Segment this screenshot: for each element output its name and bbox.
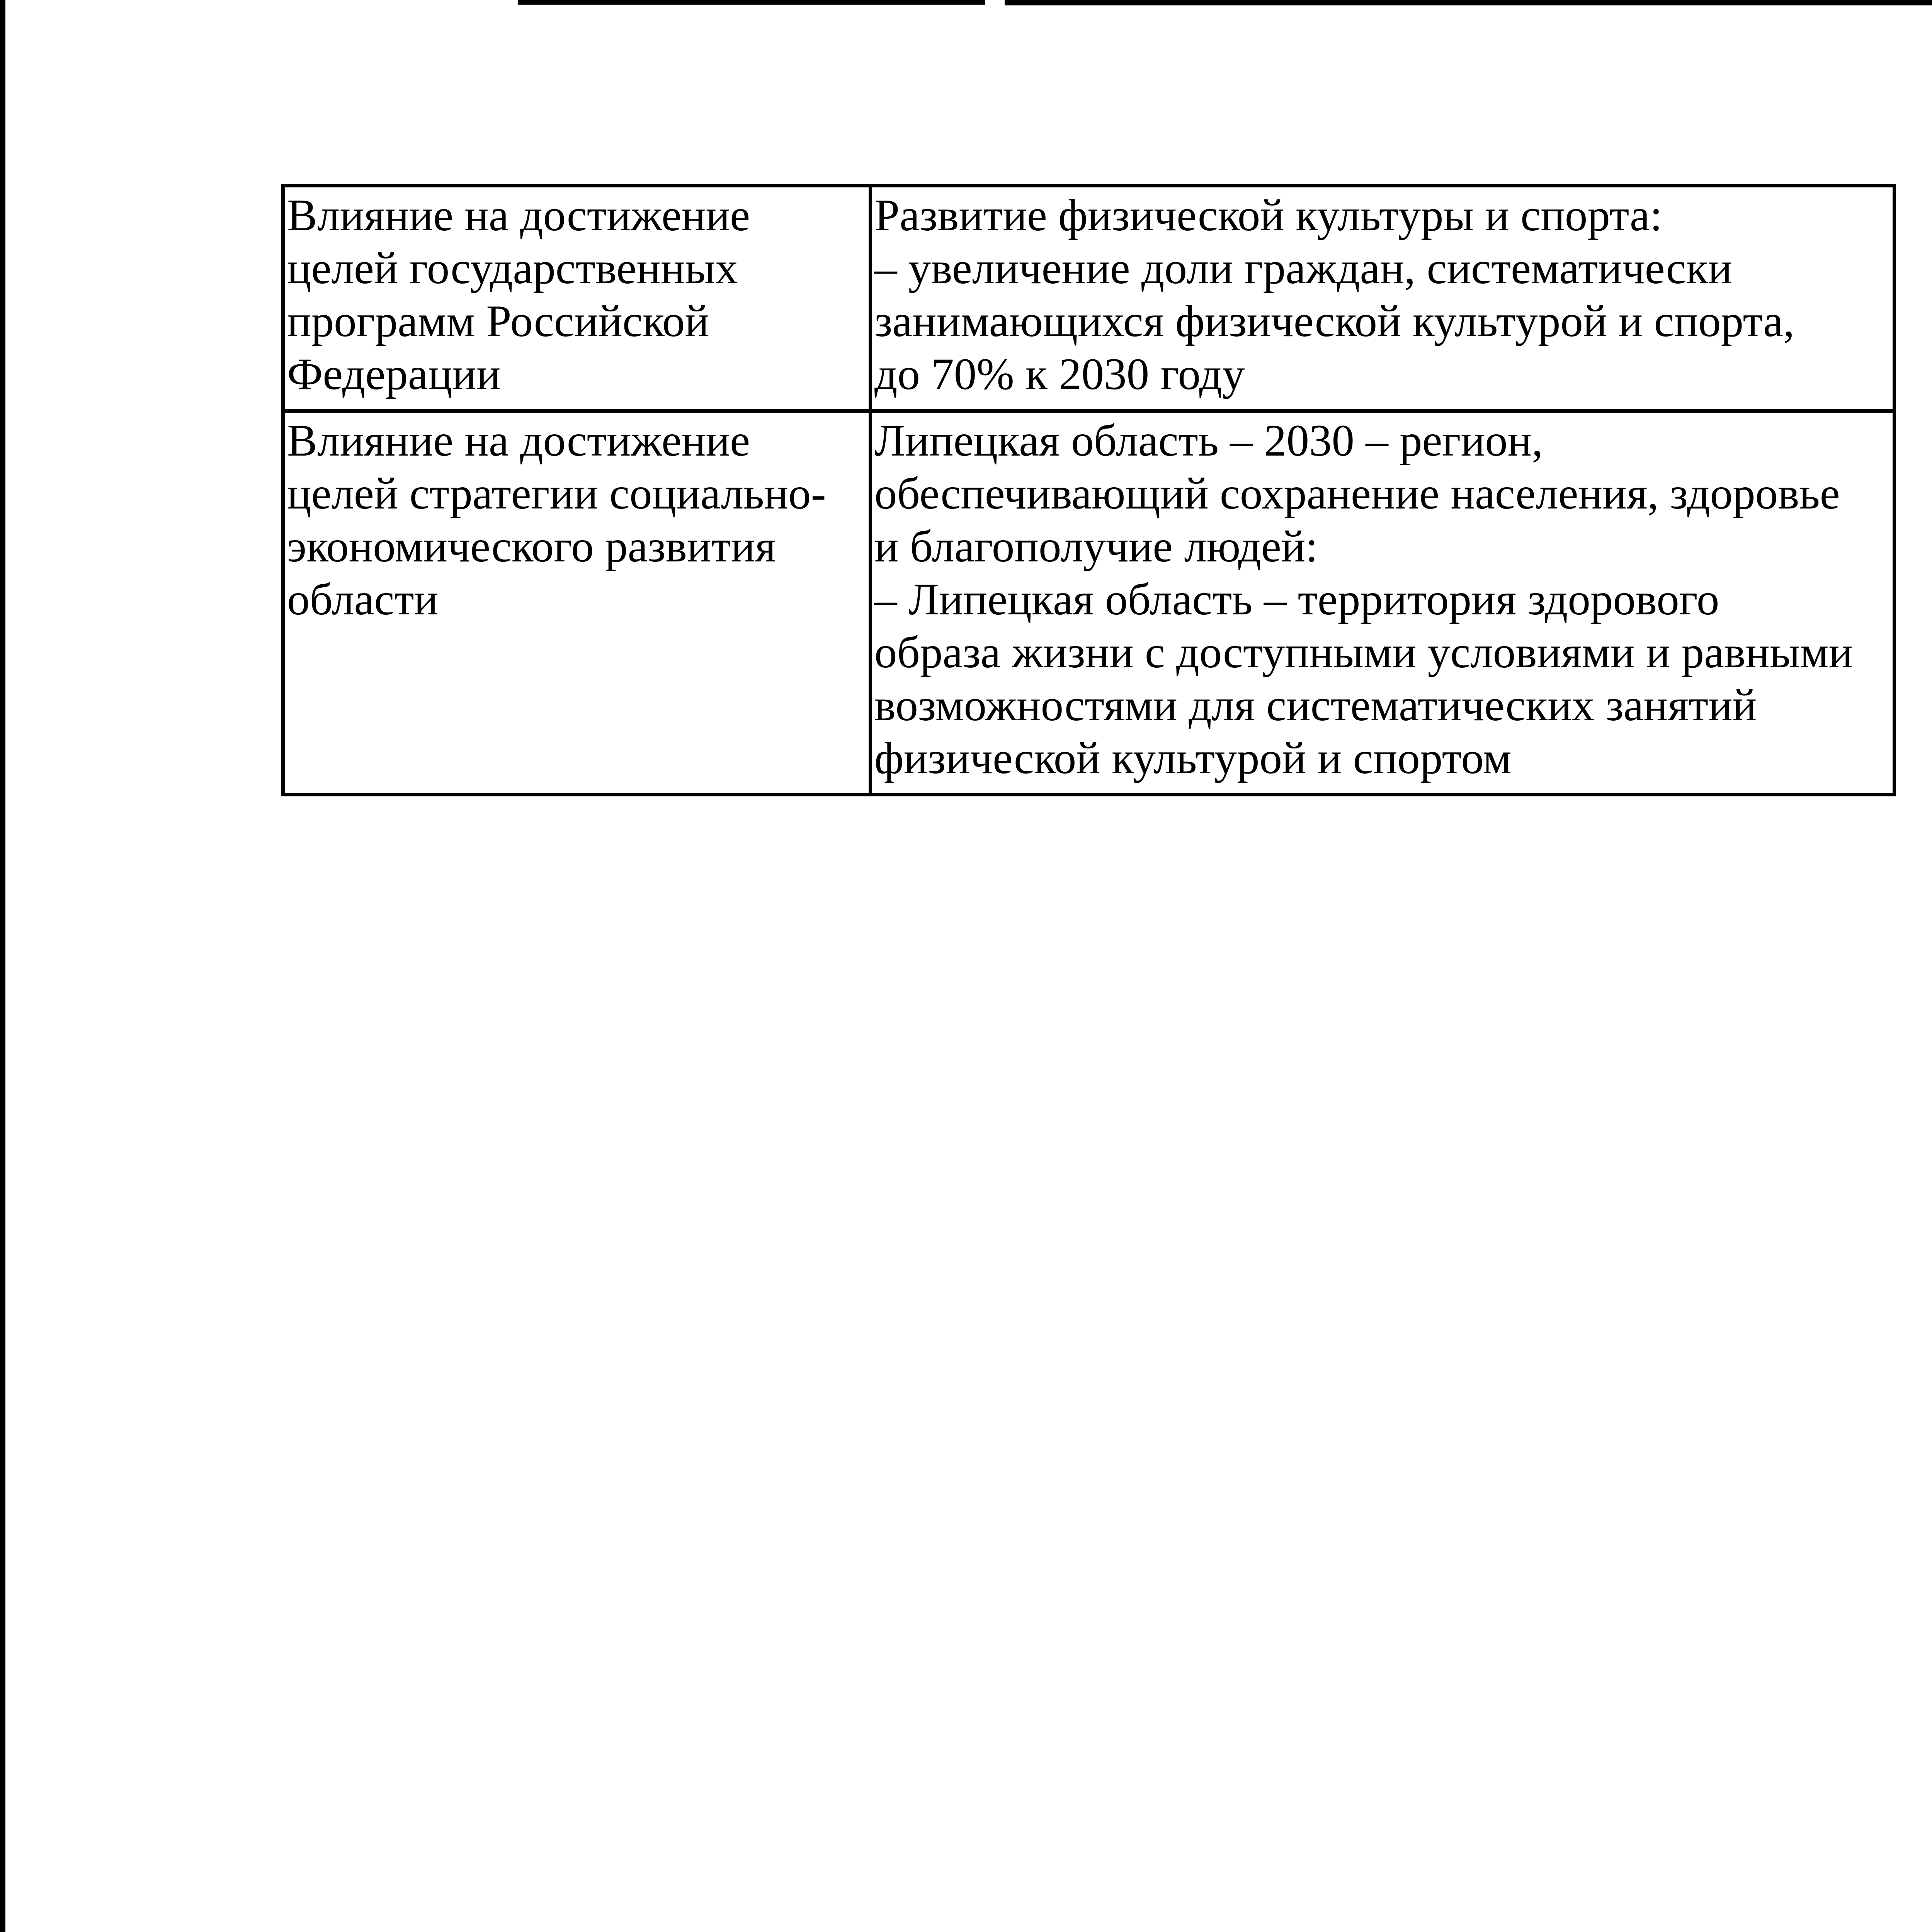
row-label-cell — [283, 411, 871, 795]
content-line: занимающихся физической культурой и спорта, — [874, 296, 1795, 346]
content-line: Липецкая область – 2030 – регион, — [874, 416, 1543, 466]
label-line: программ Российской — [287, 296, 709, 346]
content-line: физической культурой и спортом — [874, 733, 1512, 783]
content-line: Развитие физической культуры и спорта: — [874, 190, 1663, 240]
content-line: возможностями для систематических занятий — [874, 680, 1757, 730]
scan-left-edge — [0, 0, 5, 1932]
label-line: Федерации — [287, 349, 501, 399]
label-line: Влияние на достижение — [287, 190, 750, 240]
scan-top-edge-right — [1005, 0, 1932, 5]
document-table — [281, 184, 1896, 796]
content-line: – Липецкая область – территория здорового — [874, 575, 1719, 624]
label-line: области — [287, 575, 439, 624]
label-line: экономического развития — [287, 522, 776, 571]
row-label-cell — [283, 186, 871, 411]
label-line: целей государственных — [287, 243, 738, 293]
content-line: – увеличение доли граждан, систематически — [874, 243, 1732, 293]
label-line: Влияние на достижение — [287, 416, 750, 466]
content-line: и благополучие людей: — [874, 522, 1318, 571]
content-line: до 70% к 2030 году — [874, 349, 1245, 399]
table-row — [283, 411, 1895, 795]
row-content-cell — [871, 186, 1895, 411]
content-line: образа жизни с доступными условиями и равными — [874, 628, 1853, 677]
content-line: обеспечивающий сохранение населения, здоровье — [874, 469, 1840, 519]
table-row — [283, 186, 1895, 411]
label-line: целей стратегии социально- — [287, 469, 826, 519]
row-content-cell — [871, 411, 1895, 795]
scan-top-edge-left — [518, 0, 985, 5]
